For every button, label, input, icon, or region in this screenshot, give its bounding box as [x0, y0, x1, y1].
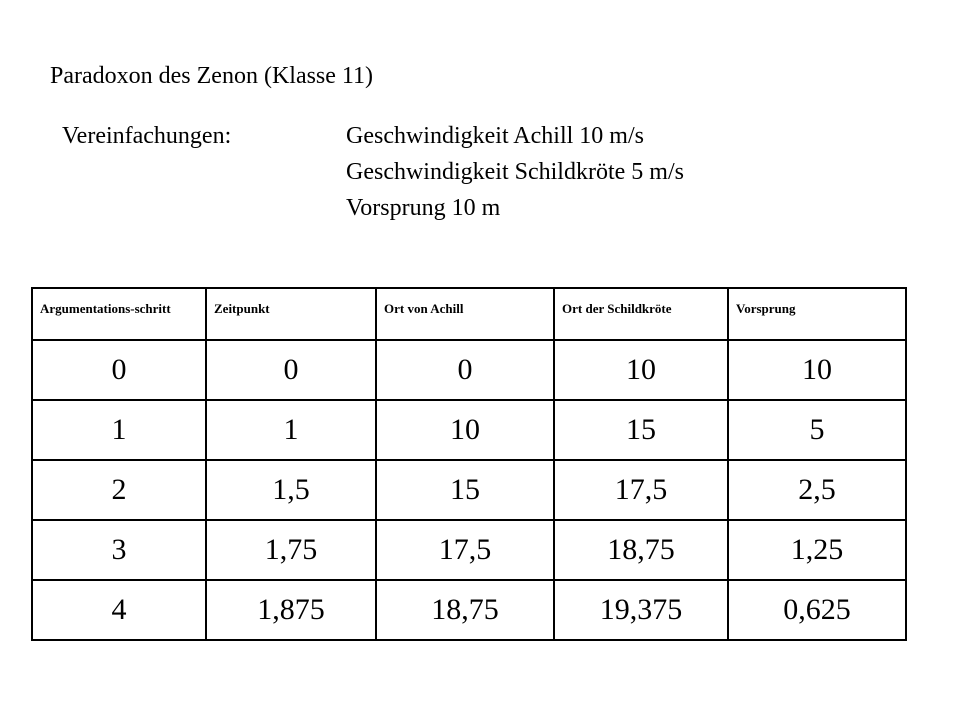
table-cell: 2: [32, 460, 206, 520]
table-cell: 1,25: [728, 520, 906, 580]
table-cell: 3: [32, 520, 206, 580]
table-row: [32, 340, 906, 400]
table-cell: 19,375: [554, 580, 728, 640]
simplifications-label: Vereinfachungen:: [62, 123, 232, 149]
table-row: [32, 400, 906, 460]
table-row: [32, 580, 906, 640]
simplification-speed-achill: Geschwindigkeit Achill 10 m/s: [346, 123, 644, 149]
table-cell: 4: [32, 580, 206, 640]
header-time: Zeitpunkt: [206, 288, 376, 340]
table-cell: 0: [206, 340, 376, 400]
table-cell: 18,75: [554, 520, 728, 580]
table-cell: 1,875: [206, 580, 376, 640]
table-cell: 0: [376, 340, 554, 400]
table-header-row: [32, 288, 906, 340]
header-position-achill: Ort von Achill: [376, 288, 554, 340]
table-cell: 18,75: [376, 580, 554, 640]
table-cell: 17,5: [554, 460, 728, 520]
table-cell: 1,75: [206, 520, 376, 580]
table-cell: 10: [554, 340, 728, 400]
simplification-speed-tortoise: Geschwindigkeit Schildkröte 5 m/s: [346, 159, 684, 185]
header-head-start: Vorsprung: [728, 288, 906, 340]
table-cell: 1: [32, 400, 206, 460]
table-cell: 1,5: [206, 460, 376, 520]
table-row: [32, 520, 906, 580]
table-cell: 5: [728, 400, 906, 460]
table-cell: 15: [554, 400, 728, 460]
table-cell: 15: [376, 460, 554, 520]
page-title: Paradoxon des Zenon (Klasse 11): [50, 63, 374, 89]
table-cell: 0,625: [728, 580, 906, 640]
table-cell: 1: [206, 400, 376, 460]
table-cell: 2,5: [728, 460, 906, 520]
header-step: Argumentations-schritt: [32, 288, 206, 340]
table-cell: 0: [32, 340, 206, 400]
table-cell: 10: [376, 400, 554, 460]
simplifications-list: [346, 118, 684, 226]
header-position-tortoise: Ort der Schildkröte: [554, 288, 728, 340]
zeno-table: [31, 287, 907, 641]
table-cell: 10: [728, 340, 906, 400]
table-row: [32, 460, 906, 520]
simplification-head-start: Vorsprung 10 m: [346, 195, 501, 221]
table-cell: 17,5: [376, 520, 554, 580]
